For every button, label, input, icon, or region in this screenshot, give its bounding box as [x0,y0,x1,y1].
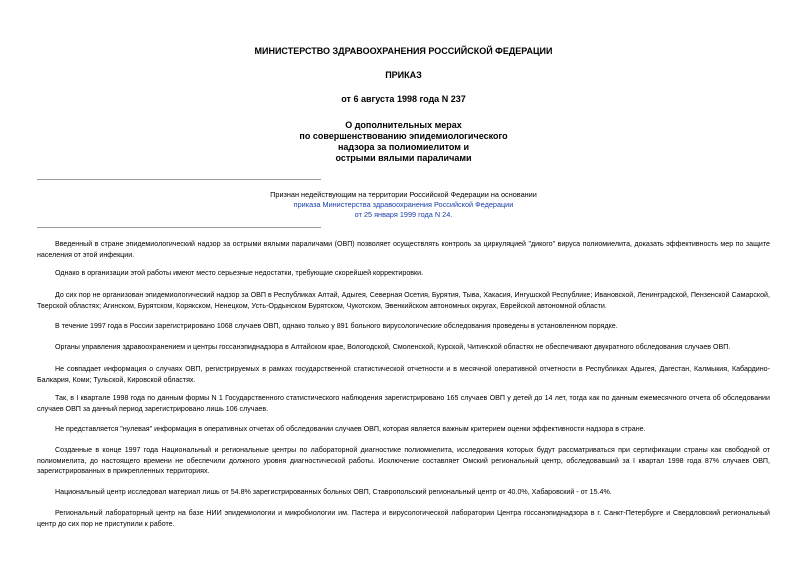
doc-type-heading: ПРИКАЗ [385,70,422,80]
paragraph-5: Органы управления здравоохранением и центры госсанэпиднадзора в Алтайском крае, Вологодской, Смоленской, Курской, Читинской областях не обеспечивают двукратного обследования случаев ОВП. [55,343,731,351]
paragraph-6: Не совпадает информация о случаях ОВП, регистрируемых в рамках государственной статистической отчетности и в месячной оперативной отчетности в Республиках Адыгея, Дагестан, Калмыкия, Кабардино-Балкария, Коми; Тульской, Кировской областях. [37,365,770,384]
status-note-link-line-1[interactable] [0,200,807,210]
paragraph-2: Однако в организации этой работы имеют место серьезные недостатки, требующие скорейшей корректировки. [55,269,424,277]
paragraph-9: Созданные в конце 1997 года Национальный и региональные центры по лабораторной диагностике полиомиелита, исследования которых будут рассматриваться при сертификации страны как свободной от полиомиелита, до настоящего времени не обеспечили должного уровня диагностической работы. Исключение составляет Омский региональный центр, обследовавший за I квартал 1998 года 87% случаев ОВП, зарегистрированных в прикрепленных территориях. [37,446,770,475]
title-line-1: О дополнительных мерах [345,120,462,130]
divider-top [37,179,321,180]
paragraph-4: В течение 1997 года в России зарегистрировано 1068 случаев ОВП, однако только у 891 больного вирусологические обследования проведены в установленном порядке. [55,322,618,330]
paragraph-3: До сих пор не организован эпидемиологический надзор за ОВП в Республиках Алтай, Адыгея, Северная Осетия, Бурятия, Тыва, Хакасия, Ингушской Республике; Ивановской, Ленинградской, Пензенской Самарской, Тверской областях; Агинском, Бурятском, Корякском, Ненецком, Усть-Ордынском Бурятском, Чукотском, Эвенкийском автономных округах, Еврейской автономной области. [37,291,770,310]
title-line-3: надзора за полиомиелитом и [337,142,470,152]
paragraph-11: Региональный лабораторный центр на базе НИИ эпидемиологии и микробиологии им. Пастера и вирусологической лаборатории Центра госсанэпиднадзора в г. Санкт-Петербурге и Свердловский региональный центр до сих пор не приступили к работе. [37,509,770,528]
status-note-text: Признан недействующим на территории Российской Федерации на основании [270,190,537,199]
repeal-order-date-link[interactable]: от 25 января 1999 года N 24. [354,210,453,219]
divider-bottom [37,227,321,228]
paragraph-10: Национальный центр исследовал материал лишь от 54.8% зарегистрированных больных ОВП, Ставропольский региональный центр от 40.0%, Хабаровский - от 15.4%. [55,488,612,496]
paragraph-7: Так, в I квартале 1998 года по данным формы N 1 Государственного статистического наблюдения зарегистрировано 165 случаев ОВП у детей до 14 лет, тогда как по данным ежемесячного отчета об обследовании случаев ОВП за данный период зарегистрировано лишь 106 случаев. [37,394,770,413]
ministry-heading: МИНИСТЕРСТВО ЗДРАВООХРАНЕНИЯ РОССИЙСКОЙ ФЕДЕРАЦИИ [254,46,553,56]
paragraph-1: Введенный в стране эпидемиологический надзор за острыми вялыми параличами (ОВП) позволяет осуществлять контроль за циркуляцией "дикого" вируса полиомиелита, доказать эффективность мер по защите населения от этой инфекции. [37,240,770,259]
title-line-4: острыми вялыми параличами [335,153,472,163]
status-note-link-line-2[interactable] [0,210,807,220]
paragraph-8: Не представляется "нулевая" информация в оперативных отчетах об обследовании случаев ОВП, которая является важным критерием оценки эффективности надзора в стране. [55,425,646,433]
repeal-order-link[interactable]: приказа Министерства здравоохранения Российской Федерации [293,200,514,209]
title-line-2: по совершенствованию эпидемиологического [299,131,508,141]
date-number-heading: от 6 августа 1998 года N 237 [341,94,466,104]
